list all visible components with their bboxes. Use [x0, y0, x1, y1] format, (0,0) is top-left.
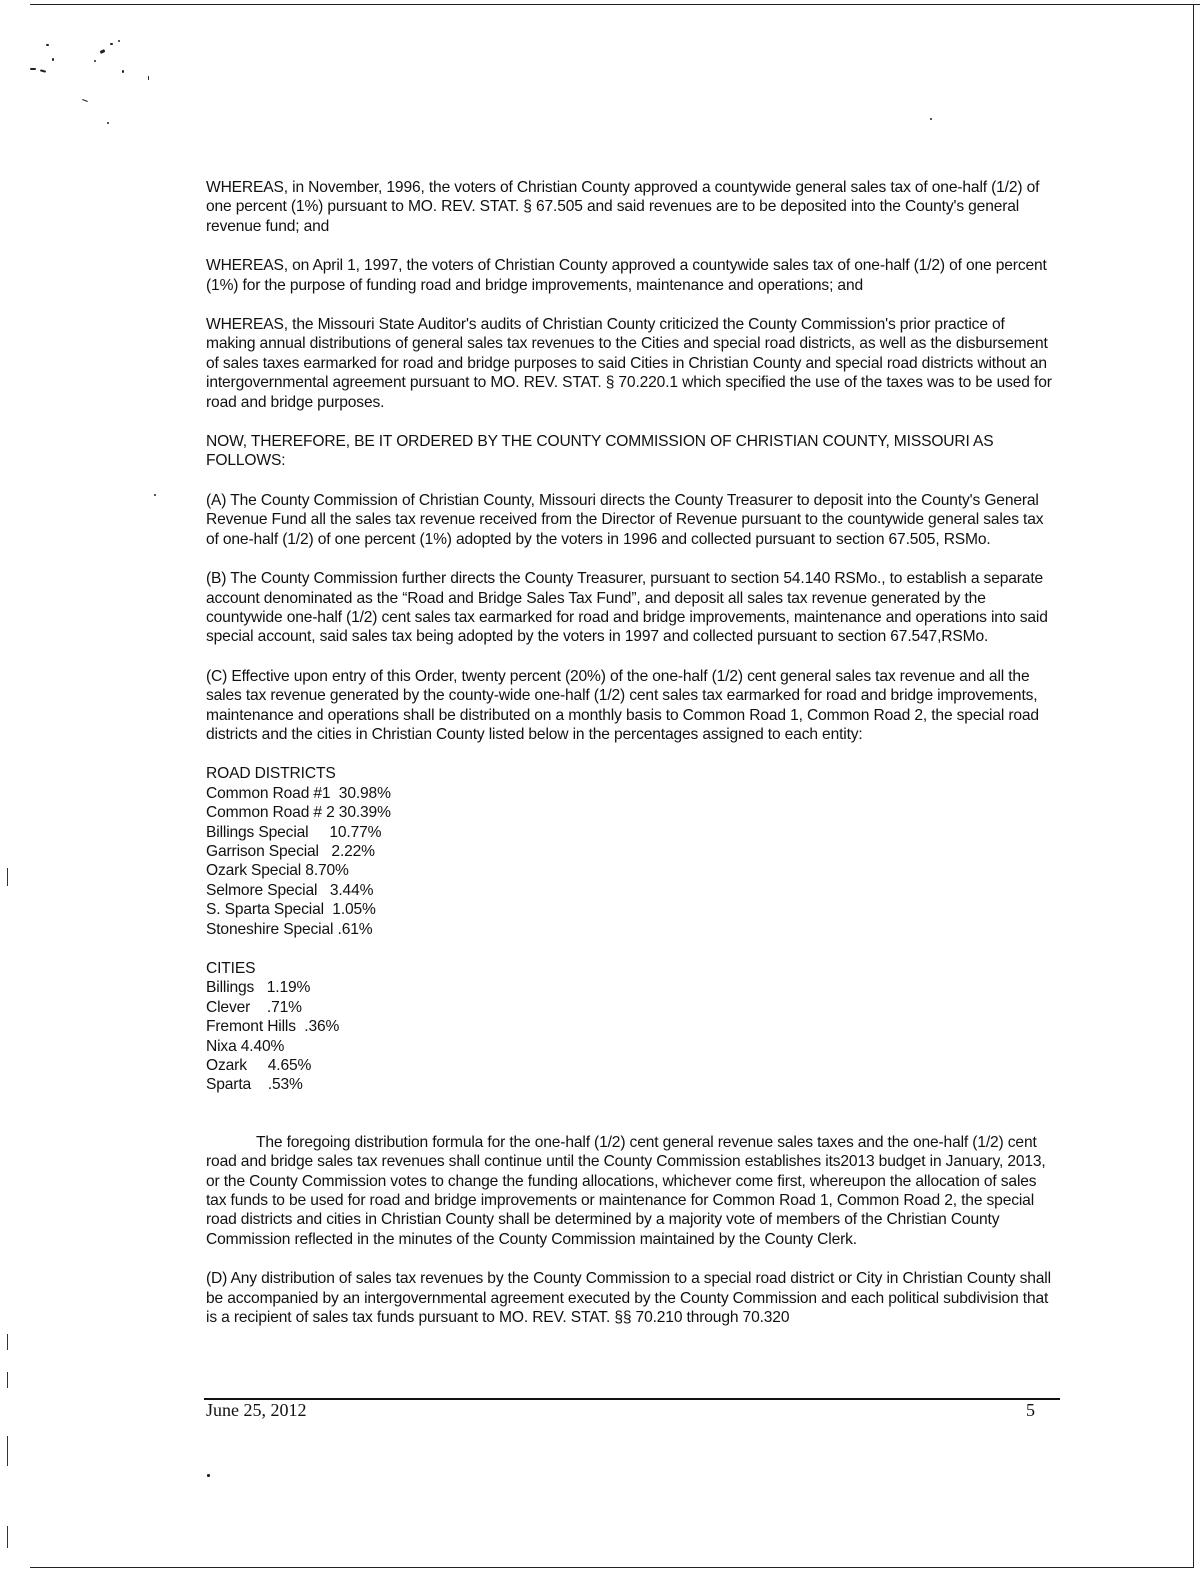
- footer-divider: [204, 1398, 1060, 1400]
- scan-bottom-border: [30, 1567, 1194, 1568]
- scan-speck: [154, 494, 156, 496]
- road-districts-list: [206, 764, 1054, 939]
- scan-margin-mark: [7, 1372, 8, 1388]
- list-item: Ozark 4.65%: [206, 1057, 312, 1075]
- whereas-paragraph-3: WHEREAS, the Missouri State Auditor's audits of Christian County criticized the County Commission's prior practice of making annual distributions of general sales tax revenues to the Cities and special road districts, as well as the disbursement of sales taxes earmarked for road and bridge purposes to said Cities in Christian County and special road districts without an intergovernmental agreement pursuant to MO. REV. STAT. § 70.220.1 which specified the use of the taxes was to be used for road and bridge purposes.: [206, 316, 1052, 411]
- road-districts-heading: ROAD DISTRICTS: [206, 765, 336, 783]
- scan-margin-mark: [7, 1436, 8, 1466]
- section-c-paragraph: (C) Effective upon entry of this Order, twenty percent (20%) of the one-half (1/2) cent general sales tax revenue and all the sales tax revenue generated by the county-wide one-half (1/2) cent sales tax earmarked for road and bridge improvements, maintenance and operations shall be distributed on a monthly basis to Common Road 1, Common Road 2, the special road districts and the cities in Christian County listed below in the percentages assigned to each entity:: [206, 667, 1039, 743]
- scan-top-border: [30, 4, 1200, 5]
- scan-speck: [207, 1474, 210, 1477]
- cities-heading: CITIES: [206, 960, 256, 977]
- scan-speck: [82, 99, 88, 102]
- scan-speck: [930, 118, 932, 120]
- scan-speck: [118, 40, 120, 42]
- section-b-paragraph: (B) The County Commission further directs the County Treasurer, pursuant to section 54.140 RSMo., to establish a separate account denominated as the “Road and Bridge Sales Tax Fund”, and deposit all sales tax revenue generated by the countywide one-half (1/2) cent sales tax earmarked for road and bridge improvements, maintenance and operations into said special account, said sales tax being adopted by the voters in 1997 and collected pursuant to section 67.547,RSMo.: [206, 570, 1048, 646]
- scan-speck: [122, 70, 124, 73]
- list-item: Stoneshire Special .61%: [206, 920, 373, 938]
- section-d-paragraph: (D) Any distribution of sales tax revenues by the County Commission to a special road district or City in Christian County shall be accompanied by an intergovernmental agreement executed by the County Commission and each political subdivision that is a recipient of sales tax funds pursuant to MO. REV. STAT. §§ 70.210 through 70.320: [206, 1270, 1051, 1327]
- list-item: Selmore Special 3.44%: [206, 881, 374, 899]
- scan-right-border: [1193, 4, 1194, 1568]
- scan-speck: [40, 69, 46, 72]
- footer-date: June 25, 2012: [206, 1400, 307, 1420]
- scan-speck: [148, 76, 149, 80]
- scan-speck: [52, 58, 54, 61]
- list-item: Common Road # 2 30.39%: [206, 804, 391, 822]
- list-item: Sparta .53%: [206, 1076, 303, 1094]
- scan-speck: [107, 122, 109, 124]
- scan-margin-mark: [7, 868, 8, 886]
- scan-speck: [110, 43, 113, 45]
- list-item: Billings 1.19%: [206, 979, 311, 997]
- list-item: Fremont Hills .36%: [206, 1018, 340, 1036]
- scan-speck: [46, 44, 49, 46]
- scan-margin-mark: [7, 1526, 8, 1548]
- distribution-formula-paragraph: The foregoing distribution formula for the one-half (1/2) cent general revenue sales taxes and the one-half (1/2) cent road and bridge sales tax revenues shall continue until the County Commission establishes its2013 budget in January, 2013, or the County Commission votes to change the funding allocations, whichever come first, whereupon the allocation of sales tax funds to be used for road and bridge improvements or maintenance for Common Road 1, Common Road 2, the special road districts and cities in Christian County shall be determined by a majority vote of members of the Christian County Commission reflected in the minutes of the County Commission maintained by the County Clerk.: [206, 1133, 1046, 1248]
- section-a-paragraph: (A) The County Commission of Christian County, Missouri directs the County Treasurer to deposit into the County's General Revenue Fund all the sales tax revenue received from the Director of Revenue pursuant to the countywide general sales tax of one-half (1/2) of one percent (1%) adopted by the voters in 1996 and collected pursuant to section 67.505, RSMo.: [206, 491, 1044, 548]
- document-body: [206, 178, 1054, 1348]
- list-item: Nixa 4.40%: [206, 1037, 285, 1055]
- cities-list: [206, 959, 1054, 1095]
- whereas-paragraph-2: WHEREAS, on April 1, 1997, the voters of Christian County approved a countywide sales tax of one-half (1/2) of one percent (1%) for the purpose of funding road and bridge improvements, maintenance and operations; and: [206, 257, 1047, 294]
- list-item: Ozark Special 8.70%: [206, 862, 349, 880]
- list-item: Garrison Special 2.22%: [206, 842, 375, 860]
- scan-speck: [30, 68, 36, 70]
- list-item: Clever .71%: [206, 998, 302, 1016]
- page-number: 5: [1026, 1400, 1035, 1420]
- ordered-paragraph: NOW, THEREFORE, BE IT ORDERED BY THE COUNTY COMMISSION OF CHRISTIAN COUNTY, MISSOURI AS FOLLOWS:: [206, 433, 994, 470]
- whereas-paragraph-1: WHEREAS, in November, 1996, the voters of Christian County approved a countywide general sales tax of one-half (1/2) of one percent (1%) pursuant to MO. REV. STAT. § 67.505 and said revenues are to be deposited into the County's general revenue fund; and: [206, 179, 1040, 235]
- scan-margin-mark: [7, 1334, 8, 1350]
- scan-speck: [94, 60, 96, 62]
- scan-speck: [100, 49, 106, 54]
- list-item: S. Sparta Special 1.05%: [206, 901, 376, 919]
- list-item: Common Road #1 30.98%: [206, 784, 391, 802]
- list-item: Billings Special 10.77%: [206, 823, 382, 841]
